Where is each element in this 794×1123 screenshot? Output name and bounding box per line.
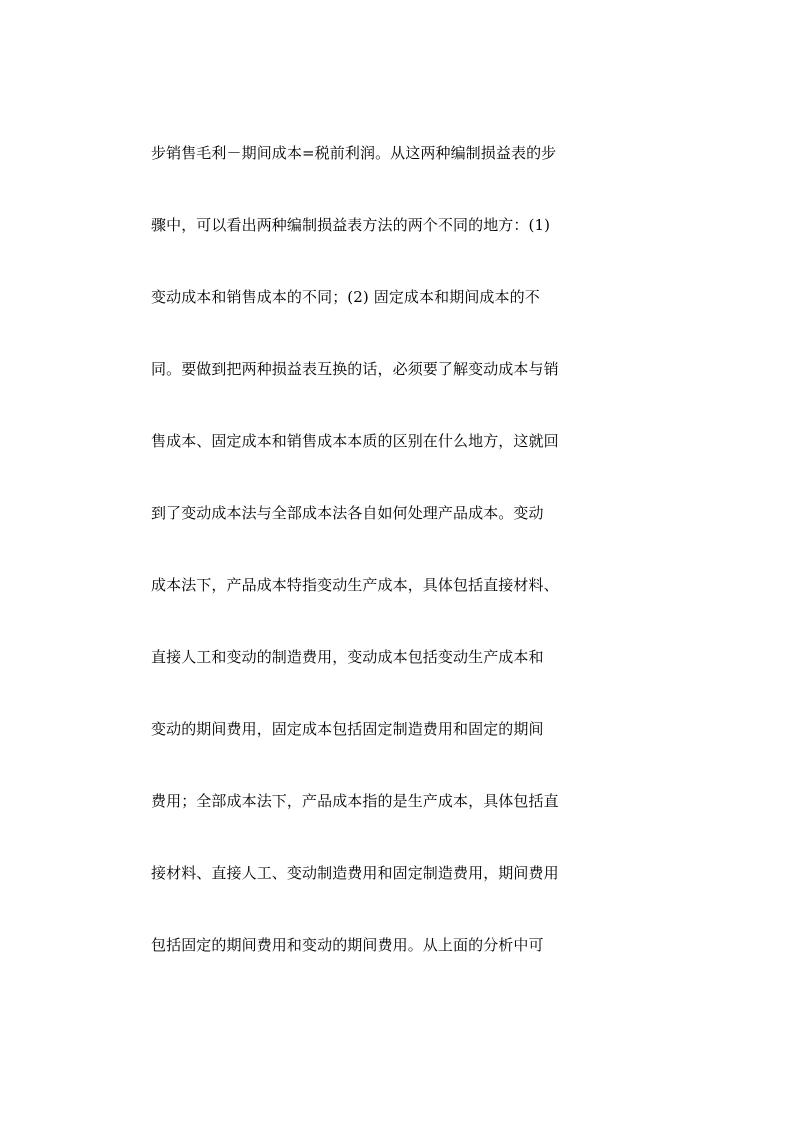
text-line: 接材料、直接人工、变动制造费用和固定制造费用，期间费用 bbox=[151, 864, 559, 882]
body-text bbox=[151, 138, 611, 1002]
text-line: 同。要做到把两种损益表互换的话，必须要了解变动成本与销 bbox=[151, 360, 559, 378]
text-line: 费用；全部成本法下，产品成本指的是生产成本，具体包括直 bbox=[151, 792, 559, 810]
text-line: 成本法下，产品成本特指变动生产成本，具体包括直接材料、 bbox=[151, 576, 559, 594]
text-line: 直接人工和变动的制造费用，变动成本包括变动生产成本和 bbox=[151, 648, 544, 666]
text-line: 变动的期间费用，固定成本包括固定制造费用和固定的期间 bbox=[151, 720, 544, 738]
text-line: 变动成本和销售成本的不同；(2) 固定成本和期间成本的不 bbox=[151, 288, 540, 306]
text-line: 到了变动成本法与全部成本法各自如何处理产品成本。变动 bbox=[151, 504, 544, 522]
text-line: 包括固定的期间费用和变动的期间费用。从上面的分析中可 bbox=[151, 936, 544, 954]
text-line: 售成本、固定成本和销售成本本质的区别在什么地方，这就回 bbox=[151, 432, 559, 450]
text-line: 骤中，可以看出两种编制损益表方法的两个不同的地方：(1) bbox=[151, 216, 551, 234]
text-line: 步销售毛利－期间成本=税前利润。从这两种编制损益表的步 bbox=[151, 144, 557, 162]
